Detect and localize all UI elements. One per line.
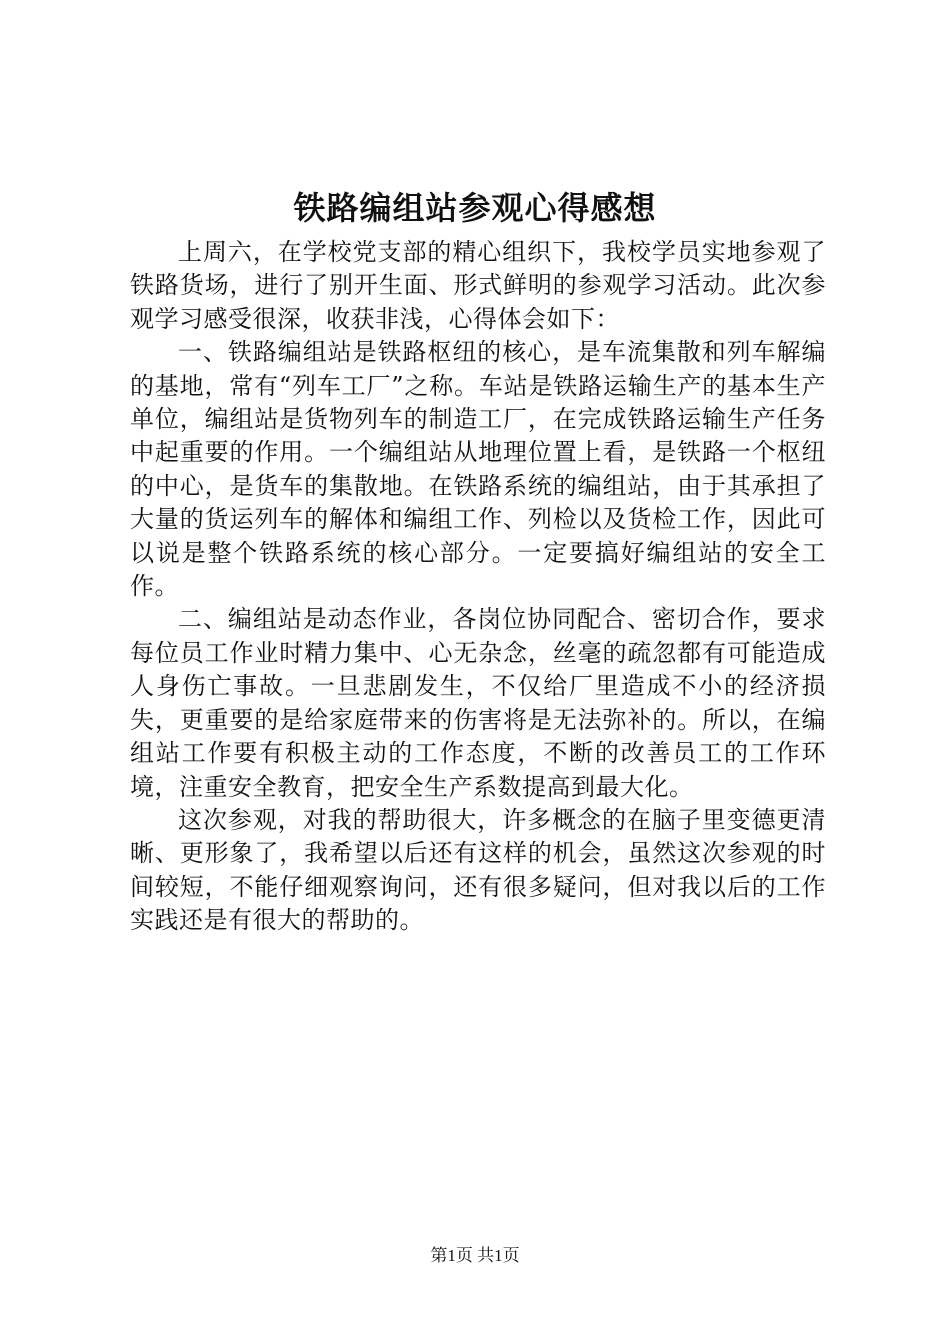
paragraph-conclusion: 这次参观，对我的帮助很大，许多概念的在脑子里变德更清晰、更形象了，我希望以后还有这样的机会，虽然这次参观的时间较短，不能仔细观察询问，还有很多疑问，但对我以后的工作实践还是有很大的帮助的。	[130, 805, 826, 935]
paragraph-point-one: 一、铁路编组站是铁路枢纽的核心，是车流集散和列车解编的基地，常有“列车工厂”之称。车站是铁路运输生产的基本生产单位，编组站是货物列车的制造工厂，在完成铁路运输生产任务中起重要的作用。一个编组站从地理位置上看，是铁路一个枢纽的中心，是货车的集散地。在铁路系统的编组站，由于其承担了大量的货运列车的解体和编组工作、列检以及货检工作，因此可以说是整个铁路系统的核心部分。一定要搞好编组站的安全工作。	[130, 338, 826, 601]
document-title: 铁路编组站参观心得感想	[293, 189, 657, 227]
paragraph-intro: 上周六，在学校党支部的精心组织下，我校学员实地参观了铁路货场，进行了别开生面、形式鲜明的参观学习活动。此次参观学习感受很深，收获非浅，心得体会如下：	[130, 238, 826, 333]
paragraph-point-two: 二、编组站是动态作业，各岗位协同配合、密切合作，要求每位员工作业时精力集中、心无杂念，丝毫的疏忽都有可能造成人身伤亡事故。一旦悲剧发生，不仅给厂里造成不小的经济损失，更重要的是给家庭带来的伤害将是无法弥补的。所以，在编组站工作要有积极主动的工作态度，不断的改善员工的工作环境，注重安全教育，把安全生产系数提高到最大化。	[130, 605, 826, 801]
page-footer: 第1页 共1页	[430, 1246, 520, 1265]
document-body	[130, 236, 826, 938]
